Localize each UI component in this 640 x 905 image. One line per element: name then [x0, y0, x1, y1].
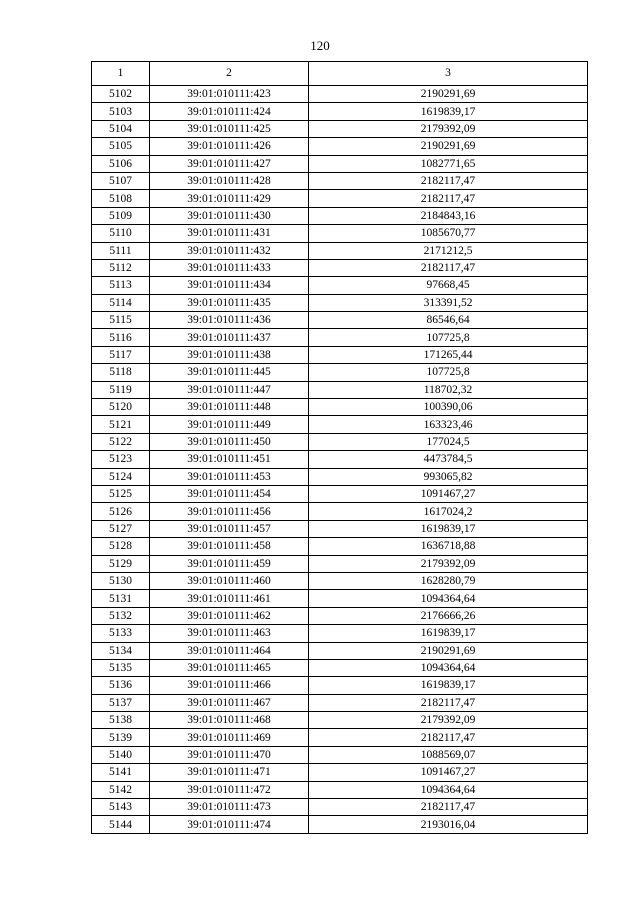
row-number-cell: 5104	[92, 120, 150, 137]
table-row	[92, 294, 588, 311]
row-number-cell: 5113	[92, 277, 150, 294]
cadastral-number-cell: 39:01:010111:456	[150, 503, 309, 520]
row-number-cell: 5127	[92, 520, 150, 537]
row-number-cell: 5107	[92, 172, 150, 189]
cadastral-number-cell: 39:01:010111:459	[150, 555, 309, 572]
cadastral-value-cell: 2176666,26	[309, 607, 588, 624]
row-number-cell: 5106	[92, 155, 150, 172]
table-row	[92, 485, 588, 502]
cadastral-number-cell: 39:01:010111:438	[150, 346, 309, 363]
cadastral-number-cell: 39:01:010111:451	[150, 451, 309, 468]
cadastral-value-cell: 163323,46	[309, 416, 588, 433]
cadastral-value-cell: 1628280,79	[309, 572, 588, 589]
cadastral-number-cell: 39:01:010111:472	[150, 781, 309, 798]
row-number-cell: 5108	[92, 190, 150, 207]
cadastral-value-cell: 4473784,5	[309, 451, 588, 468]
table-row	[92, 225, 588, 242]
table-row	[92, 364, 588, 381]
row-number-cell: 5143	[92, 799, 150, 816]
row-number-cell: 5135	[92, 659, 150, 676]
cadastral-number-cell: 39:01:010111:436	[150, 312, 309, 329]
table-row	[92, 816, 588, 833]
row-number-cell: 5118	[92, 364, 150, 381]
cadastral-value-cell: 1636718,88	[309, 538, 588, 555]
table-row	[92, 677, 588, 694]
cadastral-value-cell: 2190291,69	[309, 138, 588, 155]
row-number-cell: 5142	[92, 781, 150, 798]
cadastral-value-cell: 2182117,47	[309, 729, 588, 746]
cadastral-number-cell: 39:01:010111:466	[150, 677, 309, 694]
cadastral-value-cell: 1082771,65	[309, 155, 588, 172]
row-number-cell: 5139	[92, 729, 150, 746]
cadastral-value-cell: 2190291,69	[309, 86, 588, 103]
row-number-cell: 5105	[92, 138, 150, 155]
cadastral-value-cell: 2182117,47	[309, 190, 588, 207]
cadastral-value-cell: 2182117,47	[309, 799, 588, 816]
row-number-cell: 5116	[92, 329, 150, 346]
table-body	[92, 62, 588, 834]
cadastral-value-cell: 1617024,2	[309, 503, 588, 520]
table-row	[92, 381, 588, 398]
cadastral-number-cell: 39:01:010111:428	[150, 172, 309, 189]
cadastral-number-cell: 39:01:010111:468	[150, 712, 309, 729]
cadastral-value-cell: 118702,32	[309, 381, 588, 398]
cadastral-number-cell: 39:01:010111:454	[150, 485, 309, 502]
table-row	[92, 503, 588, 520]
cadastral-number-cell: 39:01:010111:450	[150, 433, 309, 450]
row-number-cell: 5140	[92, 746, 150, 763]
table-row	[92, 346, 588, 363]
row-number-cell: 5129	[92, 555, 150, 572]
row-number-cell: 5110	[92, 225, 150, 242]
row-number-cell: 5120	[92, 399, 150, 416]
row-number-cell: 5112	[92, 259, 150, 276]
row-number-cell: 5109	[92, 207, 150, 224]
table-row	[92, 712, 588, 729]
cadastral-number-cell: 39:01:010111:437	[150, 329, 309, 346]
page-number: 120	[310, 38, 330, 53]
cadastral-number-cell: 39:01:010111:427	[150, 155, 309, 172]
cadastral-value-cell: 2171212,5	[309, 242, 588, 259]
table-row	[92, 242, 588, 259]
cadastral-number-cell: 39:01:010111:471	[150, 764, 309, 781]
cadastral-value-cell: 177024,5	[309, 433, 588, 450]
row-number-cell: 5123	[92, 451, 150, 468]
table-row	[92, 277, 588, 294]
row-number-cell: 5114	[92, 294, 150, 311]
cadastral-number-cell: 39:01:010111:462	[150, 607, 309, 624]
header-cell-cadastral-number: 2	[150, 62, 309, 86]
row-number-cell: 5119	[92, 381, 150, 398]
cadastral-value-cell: 2182117,47	[309, 694, 588, 711]
cadastral-value-cell: 171265,44	[309, 346, 588, 363]
cadastral-number-cell: 39:01:010111:423	[150, 86, 309, 103]
table-header-row	[92, 62, 588, 86]
cadastral-value-cell: 1094364,64	[309, 781, 588, 798]
cadastral-value-table	[91, 61, 588, 834]
header-cell-number: 1	[92, 62, 150, 86]
cadastral-value-cell: 1619839,17	[309, 520, 588, 537]
row-number-cell: 5136	[92, 677, 150, 694]
cadastral-value-cell: 1619839,17	[309, 677, 588, 694]
cadastral-value-cell: 313391,52	[309, 294, 588, 311]
row-number-cell: 5133	[92, 625, 150, 642]
row-number-cell: 5134	[92, 642, 150, 659]
cadastral-value-cell: 100390,06	[309, 399, 588, 416]
cadastral-number-cell: 39:01:010111:426	[150, 138, 309, 155]
cadastral-number-cell: 39:01:010111:460	[150, 572, 309, 589]
table-row	[92, 259, 588, 276]
table-row	[92, 799, 588, 816]
cadastral-value-cell: 97668,45	[309, 277, 588, 294]
cadastral-value-cell: 2193016,04	[309, 816, 588, 833]
table-row	[92, 329, 588, 346]
row-number-cell: 5125	[92, 485, 150, 502]
cadastral-value-cell: 2190291,69	[309, 642, 588, 659]
cadastral-value-cell: 1085670,77	[309, 225, 588, 242]
cadastral-number-cell: 39:01:010111:457	[150, 520, 309, 537]
cadastral-value-cell: 1094364,64	[309, 659, 588, 676]
cadastral-value-cell: 1094364,64	[309, 590, 588, 607]
cadastral-number-cell: 39:01:010111:449	[150, 416, 309, 433]
table-row	[92, 555, 588, 572]
cadastral-number-cell: 39:01:010111:458	[150, 538, 309, 555]
cadastral-number-cell: 39:01:010111:473	[150, 799, 309, 816]
cadastral-value-cell: 2179392,09	[309, 712, 588, 729]
row-number-cell: 5128	[92, 538, 150, 555]
cadastral-value-cell: 1088569,07	[309, 746, 588, 763]
cadastral-value-cell: 2179392,09	[309, 120, 588, 137]
table-row	[92, 590, 588, 607]
cadastral-number-cell: 39:01:010111:469	[150, 729, 309, 746]
table-row	[92, 451, 588, 468]
table-row	[92, 694, 588, 711]
cadastral-number-cell: 39:01:010111:447	[150, 381, 309, 398]
row-number-cell: 5138	[92, 712, 150, 729]
cadastral-value-cell: 2179392,09	[309, 555, 588, 572]
table-row	[92, 607, 588, 624]
cadastral-number-cell: 39:01:010111:470	[150, 746, 309, 763]
cadastral-number-cell: 39:01:010111:453	[150, 468, 309, 485]
table-row	[92, 312, 588, 329]
row-number-cell: 5126	[92, 503, 150, 520]
cadastral-number-cell: 39:01:010111:432	[150, 242, 309, 259]
cadastral-value-cell: 1091467,27	[309, 764, 588, 781]
table-row	[92, 659, 588, 676]
cadastral-number-cell: 39:01:010111:431	[150, 225, 309, 242]
cadastral-number-cell: 39:01:010111:448	[150, 399, 309, 416]
cadastral-number-cell: 39:01:010111:467	[150, 694, 309, 711]
row-number-cell: 5131	[92, 590, 150, 607]
row-number-cell: 5144	[92, 816, 150, 833]
cadastral-value-cell: 1619839,17	[309, 625, 588, 642]
row-number-cell: 5122	[92, 433, 150, 450]
cadastral-number-cell: 39:01:010111:435	[150, 294, 309, 311]
table-row	[92, 781, 588, 798]
cadastral-number-cell: 39:01:010111:464	[150, 642, 309, 659]
cadastral-number-cell: 39:01:010111:463	[150, 625, 309, 642]
cadastral-number-cell: 39:01:010111:433	[150, 259, 309, 276]
table-row	[92, 416, 588, 433]
cadastral-value-cell: 1091467,27	[309, 485, 588, 502]
row-number-cell: 5124	[92, 468, 150, 485]
table-row	[92, 625, 588, 642]
table-row	[92, 538, 588, 555]
table-row	[92, 729, 588, 746]
row-number-cell: 5141	[92, 764, 150, 781]
cadastral-number-cell: 39:01:010111:445	[150, 364, 309, 381]
table-row	[92, 399, 588, 416]
table-row	[92, 103, 588, 120]
cadastral-value-cell: 993065,82	[309, 468, 588, 485]
row-number-cell: 5130	[92, 572, 150, 589]
cadastral-value-cell: 1619839,17	[309, 103, 588, 120]
cadastral-value-cell: 2182117,47	[309, 259, 588, 276]
header-cell-value: 3	[309, 62, 588, 86]
cadastral-number-cell: 39:01:010111:430	[150, 207, 309, 224]
row-number-cell: 5102	[92, 86, 150, 103]
table-row	[92, 468, 588, 485]
cadastral-number-cell: 39:01:010111:424	[150, 103, 309, 120]
row-number-cell: 5117	[92, 346, 150, 363]
cadastral-number-cell: 39:01:010111:461	[150, 590, 309, 607]
cadastral-number-cell: 39:01:010111:429	[150, 190, 309, 207]
cadastral-value-cell: 2184843,16	[309, 207, 588, 224]
row-number-cell: 5137	[92, 694, 150, 711]
row-number-cell: 5115	[92, 312, 150, 329]
row-number-cell: 5111	[92, 242, 150, 259]
cadastral-value-cell: 86546,64	[309, 312, 588, 329]
table-row	[92, 746, 588, 763]
table-row	[92, 138, 588, 155]
table-row	[92, 642, 588, 659]
cadastral-value-cell: 2182117,47	[309, 172, 588, 189]
cadastral-value-cell: 107725,8	[309, 329, 588, 346]
table-row	[92, 520, 588, 537]
cadastral-number-cell: 39:01:010111:474	[150, 816, 309, 833]
row-number-cell: 5121	[92, 416, 150, 433]
row-number-cell: 5132	[92, 607, 150, 624]
row-number-cell: 5103	[92, 103, 150, 120]
cadastral-value-cell: 107725,8	[309, 364, 588, 381]
table-row	[92, 155, 588, 172]
table-row	[92, 172, 588, 189]
table-row	[92, 572, 588, 589]
table-row	[92, 764, 588, 781]
table-row	[92, 207, 588, 224]
table-row	[92, 190, 588, 207]
cadastral-number-cell: 39:01:010111:465	[150, 659, 309, 676]
table-row	[92, 86, 588, 103]
cadastral-number-cell: 39:01:010111:434	[150, 277, 309, 294]
cadastral-number-cell: 39:01:010111:425	[150, 120, 309, 137]
table-row	[92, 433, 588, 450]
table-row	[92, 120, 588, 137]
